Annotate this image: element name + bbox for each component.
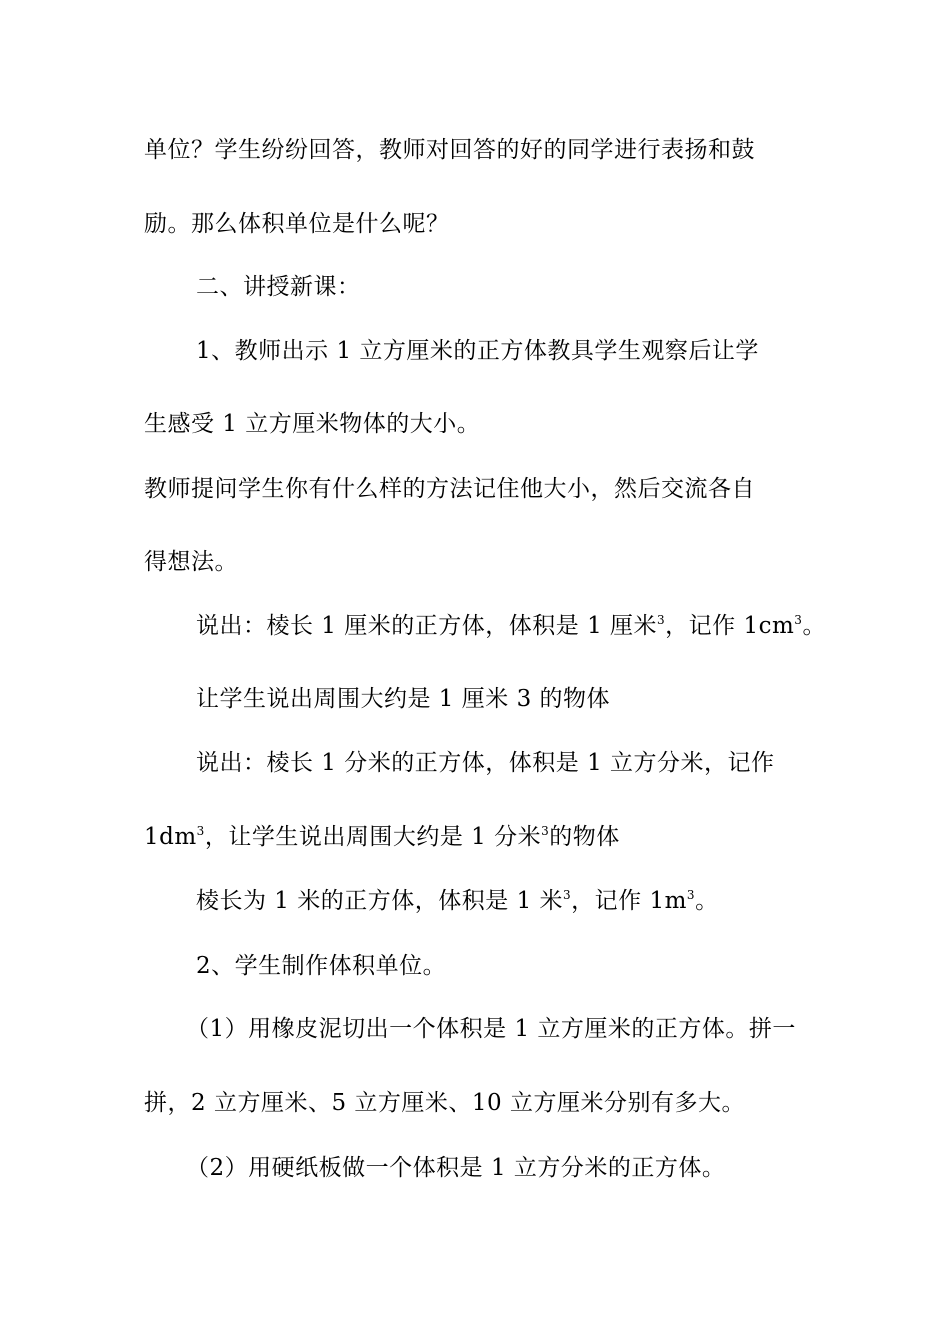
superscript: 3 bbox=[686, 888, 696, 902]
paragraph-line: 拼，2 立方厘米、5 立方厘米、10 立方厘米分别有多大。 bbox=[144, 1090, 745, 1116]
paragraph-line: 教师提问学生你有什么样的方法记住他大小，然后交流各自 bbox=[144, 476, 755, 502]
paragraph-line: 单位？学生纷纷回答，教师对回答的好的同学进行表扬和鼓 bbox=[144, 137, 755, 163]
text-segment: 。 bbox=[802, 613, 826, 639]
text-segment: ，让学生说出周围大约是 1 分米 bbox=[204, 824, 542, 850]
superscript: 3 bbox=[541, 824, 550, 838]
paragraph-line bbox=[196, 611, 826, 641]
text-segment: 1dm bbox=[144, 824, 197, 850]
paragraph-line: （2）用硬纸板做一个体积是 1 立方分米的正方体。 bbox=[186, 1155, 726, 1181]
superscript: 3 bbox=[196, 824, 205, 838]
paragraph-line: 让学生说出周围大约是 1 厘米 3 的物体 bbox=[196, 686, 611, 712]
superscript: 3 bbox=[794, 613, 803, 627]
superscript: 3 bbox=[657, 613, 666, 627]
superscript: 3 bbox=[563, 888, 572, 902]
text-segment: ，记作 1m bbox=[571, 888, 687, 914]
paragraph-line: （1）用橡皮泥切出一个体积是 1 立方厘米的正方体。拼一 bbox=[186, 1016, 796, 1042]
text-segment: 棱长为 1 米的正方体，体积是 1 米 bbox=[196, 888, 564, 914]
text-segment: 的物体 bbox=[549, 824, 620, 850]
text-segment: 说出：棱长 1 厘米的正方体，体积是 1 厘米 bbox=[196, 613, 658, 639]
text-segment: 。 bbox=[695, 888, 719, 914]
paragraph-line: 励。那么体积单位是什么呢？ bbox=[144, 211, 450, 237]
paragraph-line bbox=[144, 822, 620, 852]
paragraph-line bbox=[196, 886, 719, 916]
paragraph-line: 2、学生制作体积单位。 bbox=[196, 953, 447, 979]
paragraph-line: 说出：棱长 1 分米的正方体，体积是 1 立方分米，记作 bbox=[196, 750, 775, 776]
paragraph-line: 生感受 1 立方厘米物体的大小。 bbox=[144, 411, 481, 437]
paragraph-line: 得想法。 bbox=[144, 549, 238, 575]
text-segment: ，记作 1cm bbox=[665, 613, 795, 639]
paragraph-line: 1、教师出示 1 立方厘米的正方体教具学生观察后让学 bbox=[196, 338, 759, 364]
section-heading: 二、讲授新课： bbox=[196, 274, 361, 300]
